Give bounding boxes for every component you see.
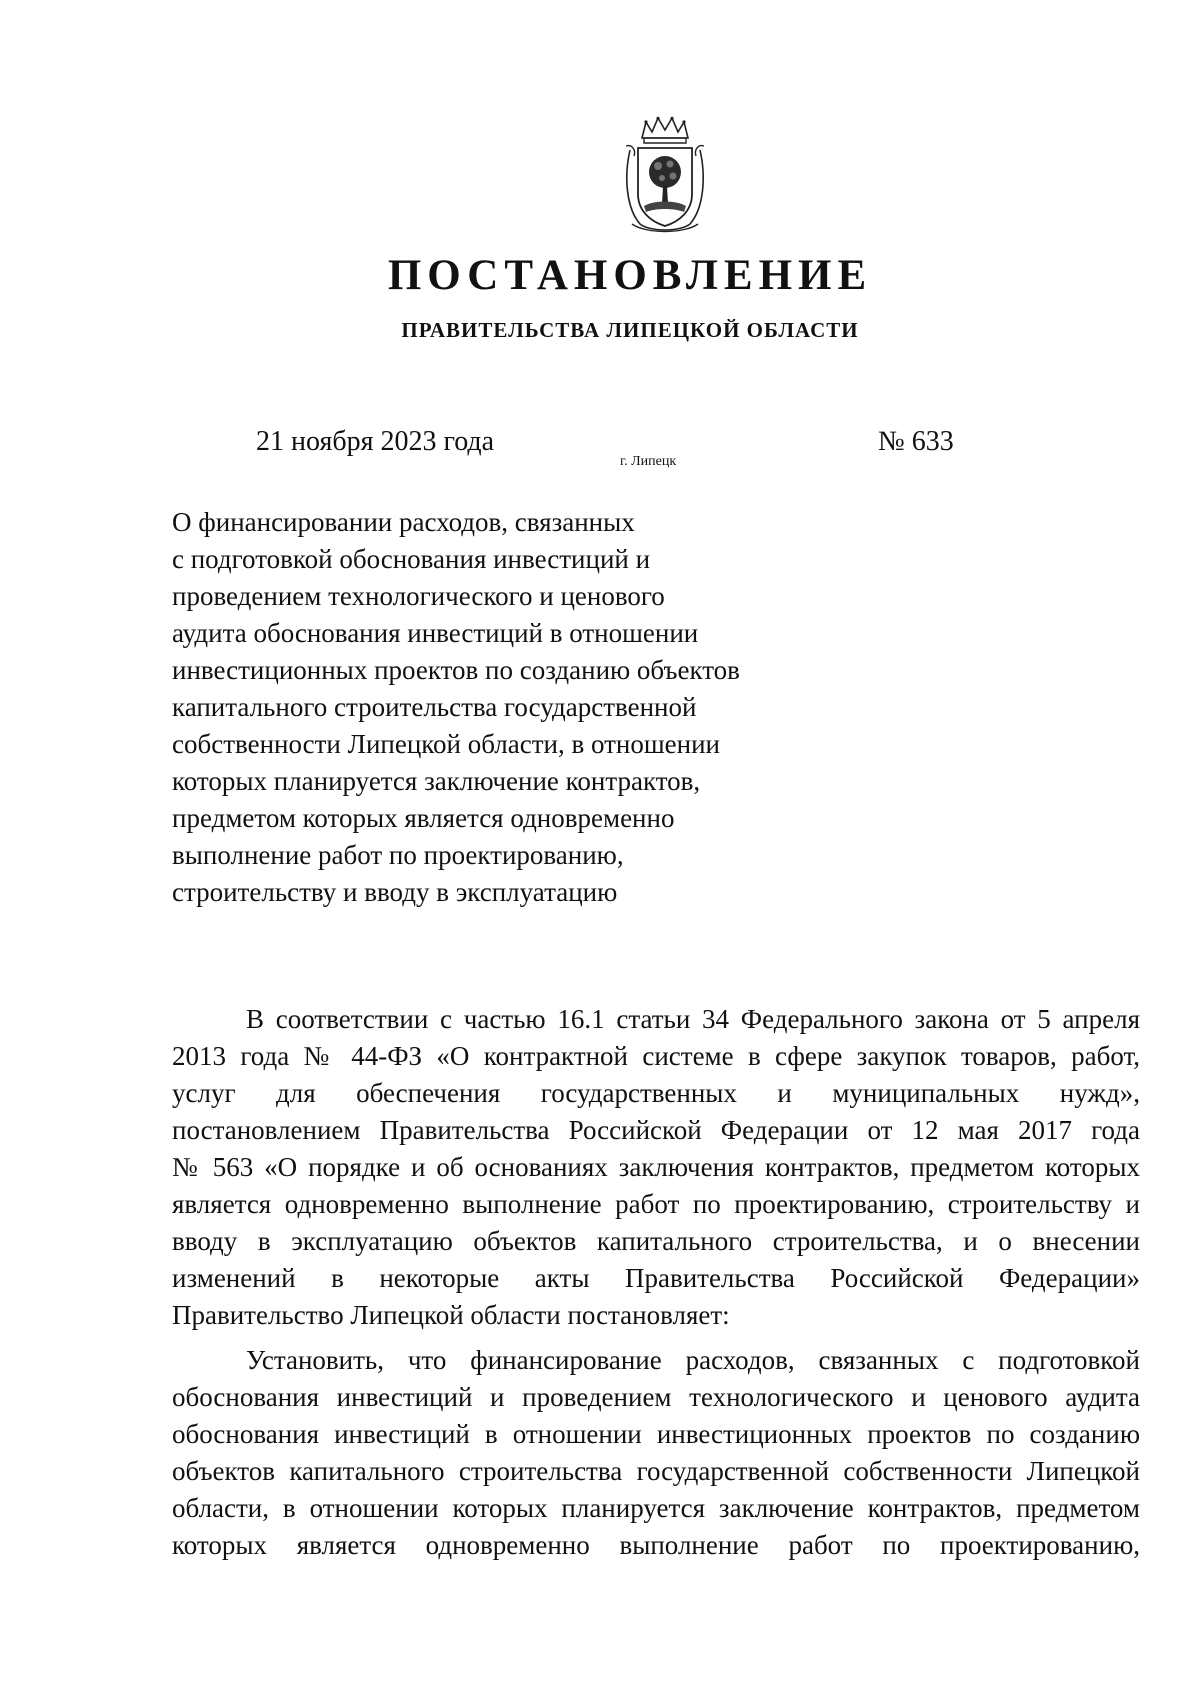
body-line: Установить, что финансирование расходов, связанных с подготовкой: [246, 1345, 1140, 1375]
document-number: № 633: [878, 426, 954, 457]
body-line: обоснования инвестиций и проведением технологического и ценового аудита: [172, 1382, 1140, 1412]
subject-line: выполнение работ по проектированию,: [172, 840, 624, 870]
subject-line: инвестиционных проектов по созданию объектов: [172, 655, 740, 685]
body-line: Правительство Липецкой области постановляет:: [172, 1300, 730, 1330]
subject-line: проведением технологического и ценового: [172, 581, 665, 611]
body-paragraph-resolution: [172, 1342, 1140, 1564]
document-subject: [172, 504, 792, 911]
body-line: услуг для обеспечения государственных и муниципальных нужд»,: [172, 1078, 1140, 1108]
document-body: [172, 1001, 1140, 1572]
subject-line: О финансировании расходов, связанных: [172, 507, 635, 537]
body-paragraph-preamble: [172, 1001, 1140, 1334]
body-line: 2013 года № 44-ФЗ «О контрактной системе в сфере закупок товаров, работ,: [172, 1041, 1140, 1071]
subject-line: капитального строительства государственной: [172, 692, 697, 722]
subject-line: строительству и вводу в эксплуатацию: [172, 877, 618, 907]
document-date: 21 ноября 2023 года: [256, 426, 495, 457]
subject-line: с подготовкой обоснования инвестиций и: [172, 544, 651, 574]
body-line: № 563 «О порядке и об основаниях заключения контрактов, предметом которых: [172, 1152, 1140, 1182]
body-line: является одновременно выполнение работ по проектированию, строительству и: [172, 1189, 1140, 1219]
document-title: ПОСТАНОВЛЕНИЕ: [387, 252, 873, 299]
subject-line: аудита обоснования инвестиций в отношении: [172, 618, 699, 648]
document-issuer: ПРАВИТЕЛЬСТВА ЛИПЕЦКОЙ ОБЛАСТИ: [401, 318, 859, 342]
subject-line: собственности Липецкой области, в отношении: [172, 729, 720, 759]
body-line: постановлением Правительства Российской Федерации от 12 мая 2017 года: [172, 1115, 1140, 1145]
body-line: В соответствии с частью 16.1 статьи 34 Федерального закона от 5 апреля: [246, 1004, 1140, 1034]
body-line: которых является одновременно выполнение работ по проектированию,: [172, 1530, 1140, 1560]
body-line: объектов капитального строительства государственной собственности Липецкой: [172, 1456, 1140, 1486]
body-line: вводу в эксплуатацию объектов капитального строительства, и о внесении: [172, 1226, 1140, 1256]
body-line: изменений в некоторые акты Правительства Российской Федерации»: [172, 1263, 1140, 1293]
document-city: г. Липецк: [620, 454, 677, 469]
subject-line: которых планируется заключение контрактов,: [172, 766, 701, 796]
body-line: обоснования инвестиций в отношении инвестиционных проектов по созданию: [172, 1419, 1140, 1449]
body-line: области, в отношении которых планируется заключение контрактов, предметом: [172, 1493, 1140, 1523]
coat-of-arms-icon: [622, 116, 708, 236]
subject-line: предметом которых является одновременно: [172, 803, 675, 833]
